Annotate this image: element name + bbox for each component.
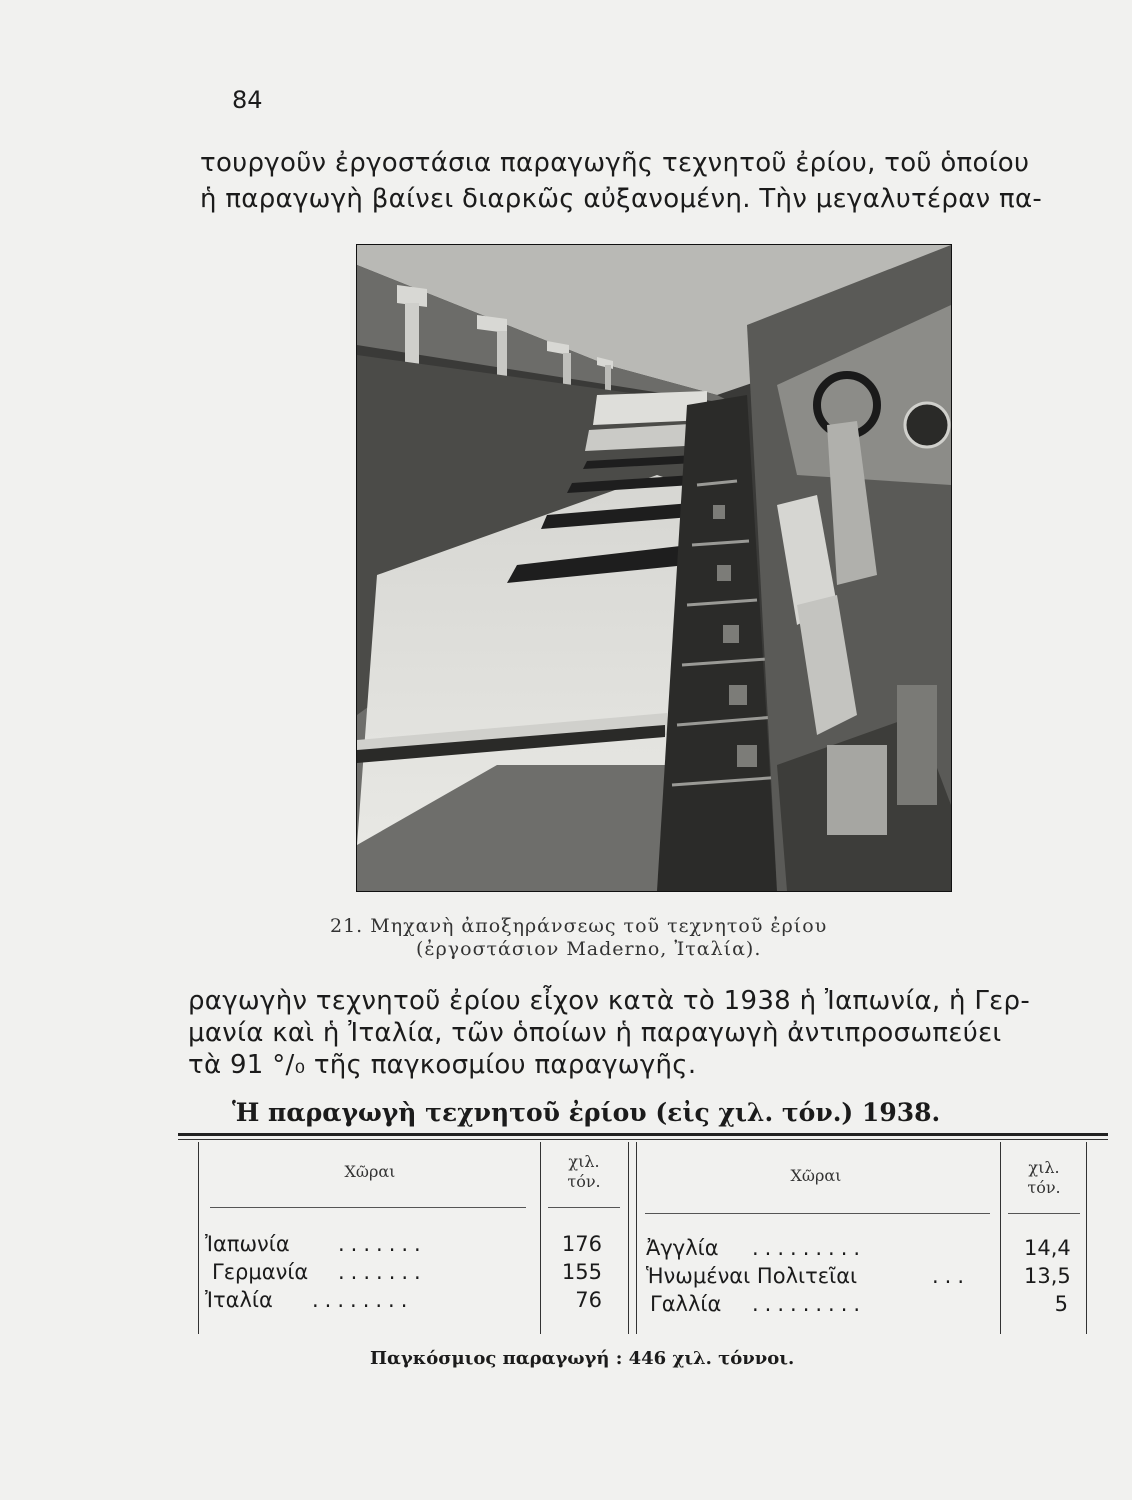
- paragraph-line: τουργοῦν ἐργοστάσια παραγωγῆς τεχνητοῦ ἐρίου, τοῦ ὁποίου: [200, 148, 1030, 178]
- table-border: [198, 1142, 199, 1334]
- table-column-rule: [636, 1142, 637, 1334]
- table-column-rule: [540, 1142, 541, 1334]
- paragraph-line: μανία καὶ ἡ Ἰταλία, τῶν ὁποίων ἡ παραγωγὴ ἀντιπροσωπεύει: [188, 1018, 1002, 1048]
- table-cell-country: Γαλλία: [650, 1292, 722, 1316]
- table-cell-value: 155: [561, 1260, 602, 1284]
- header-rule: [645, 1213, 990, 1214]
- table-cell-value: 5: [1054, 1292, 1068, 1316]
- table-cell-country: Ἰαπωνία: [205, 1232, 290, 1256]
- header-rule: [1008, 1213, 1080, 1214]
- unit-line: χιλ.: [1028, 1158, 1060, 1177]
- factory-photograph: [356, 244, 952, 892]
- column-header-country: Χῶραι: [344, 1162, 396, 1181]
- paragraph-line: τὰ 91 °/₀ τῆς παγκοσμίου παραγωγῆς.: [188, 1050, 697, 1080]
- table-border: [1086, 1142, 1087, 1334]
- table-cell-value: 14,4: [1024, 1236, 1071, 1260]
- leader-dots: ........: [312, 1288, 414, 1312]
- column-header-unit: [1008, 1158, 1080, 1198]
- paragraph-line: ἡ παραγωγὴ βαίνει διαρκῶς αὐξανομένη. Τὴν μεγαλυτέραν πα-: [200, 184, 1043, 214]
- page-number: 84: [232, 86, 263, 114]
- figure-caption-line: (ἐργοστάσιον Maderno, Ἰταλία).: [416, 938, 762, 960]
- table-cell-country: Ἀγγλία: [646, 1236, 719, 1260]
- leader-dots: .........: [752, 1292, 867, 1316]
- table-top-rule: [178, 1133, 1108, 1136]
- table-column-rule: [628, 1142, 629, 1334]
- column-header-country: Χῶραι: [790, 1166, 842, 1185]
- header-rule: [210, 1207, 526, 1208]
- table-cell-country: Ἡνωμέναι Πολιτεῖαι: [646, 1264, 858, 1288]
- unit-line: χιλ.: [568, 1152, 600, 1171]
- table-cell-value: 13,5: [1024, 1264, 1071, 1288]
- table-column-rule: [1000, 1142, 1001, 1334]
- table-cell-country: Ἰταλία: [205, 1288, 273, 1312]
- table-cell-country: Γερμανία: [212, 1260, 309, 1284]
- table-title: Ἡ παραγωγὴ τεχνητοῦ ἐρίου (εἰς χιλ. τόν.) 1938.: [232, 1098, 941, 1127]
- table-cell-value: 176: [561, 1232, 602, 1256]
- leader-dots: .........: [752, 1236, 867, 1260]
- table-top-rule-thin: [178, 1139, 1108, 1140]
- figure-caption-line: 21. Μηχανὴ ἀποξηράνσεως τοῦ τεχνητοῦ ἐρίου: [330, 915, 828, 937]
- table-footer-total: Παγκόσμιος παραγωγή : 446 χιλ. τόννοι.: [370, 1348, 795, 1369]
- header-rule: [548, 1207, 620, 1208]
- drying-machine-illustration: [357, 245, 951, 891]
- unit-line: τόν.: [567, 1172, 601, 1191]
- leader-dots: .......: [338, 1260, 427, 1284]
- leader-dots: ...: [932, 1264, 971, 1288]
- column-header-unit: [548, 1152, 620, 1192]
- leader-dots: .......: [338, 1232, 427, 1256]
- unit-line: τόν.: [1027, 1178, 1061, 1197]
- table-cell-value: 76: [575, 1288, 602, 1312]
- paragraph-line: ραγωγὴν τεχνητοῦ ἐρίου εἶχον κατὰ τὸ 1938 ἡ Ἰαπωνία, ἡ Γερ-: [188, 986, 1031, 1016]
